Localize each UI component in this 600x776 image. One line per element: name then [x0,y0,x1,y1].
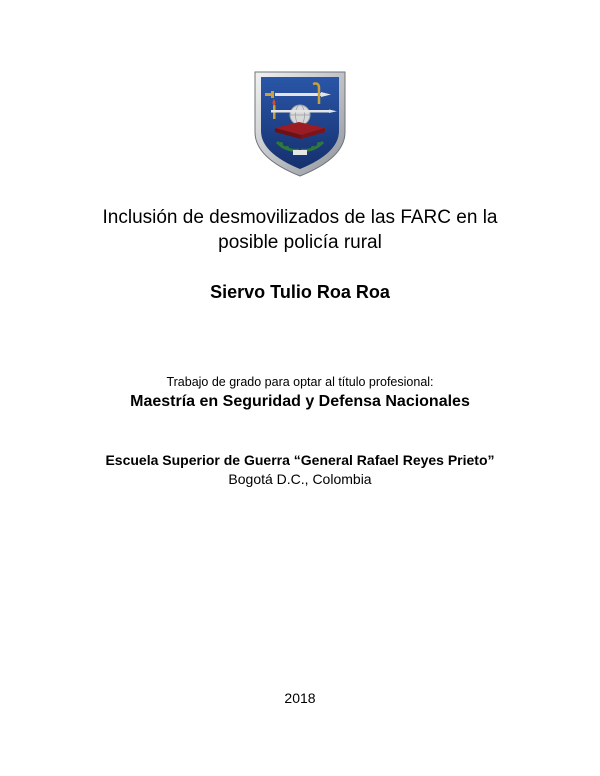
institution-shield-icon [253,70,347,178]
degree-name: Maestría en Seguridad y Defensa Nacionales [130,393,470,410]
year: 2018 [284,690,316,706]
author-name: Siervo Tulio Roa Roa [210,282,390,302]
school-name: Escuela Superior de Guerra “General Rafael Reyes Prieto” [105,452,495,468]
thesis-title-line-2: posible policía rural [218,232,382,253]
degree-intro: Trabajo de grado para optar al título profesional: [166,375,434,389]
shield-emblem-graphic [253,70,347,178]
thesis-title-line-1: Inclusión de desmovilizados de las FARC en la [102,207,498,228]
city-location: Bogotá D.C., Colombia [228,471,372,487]
